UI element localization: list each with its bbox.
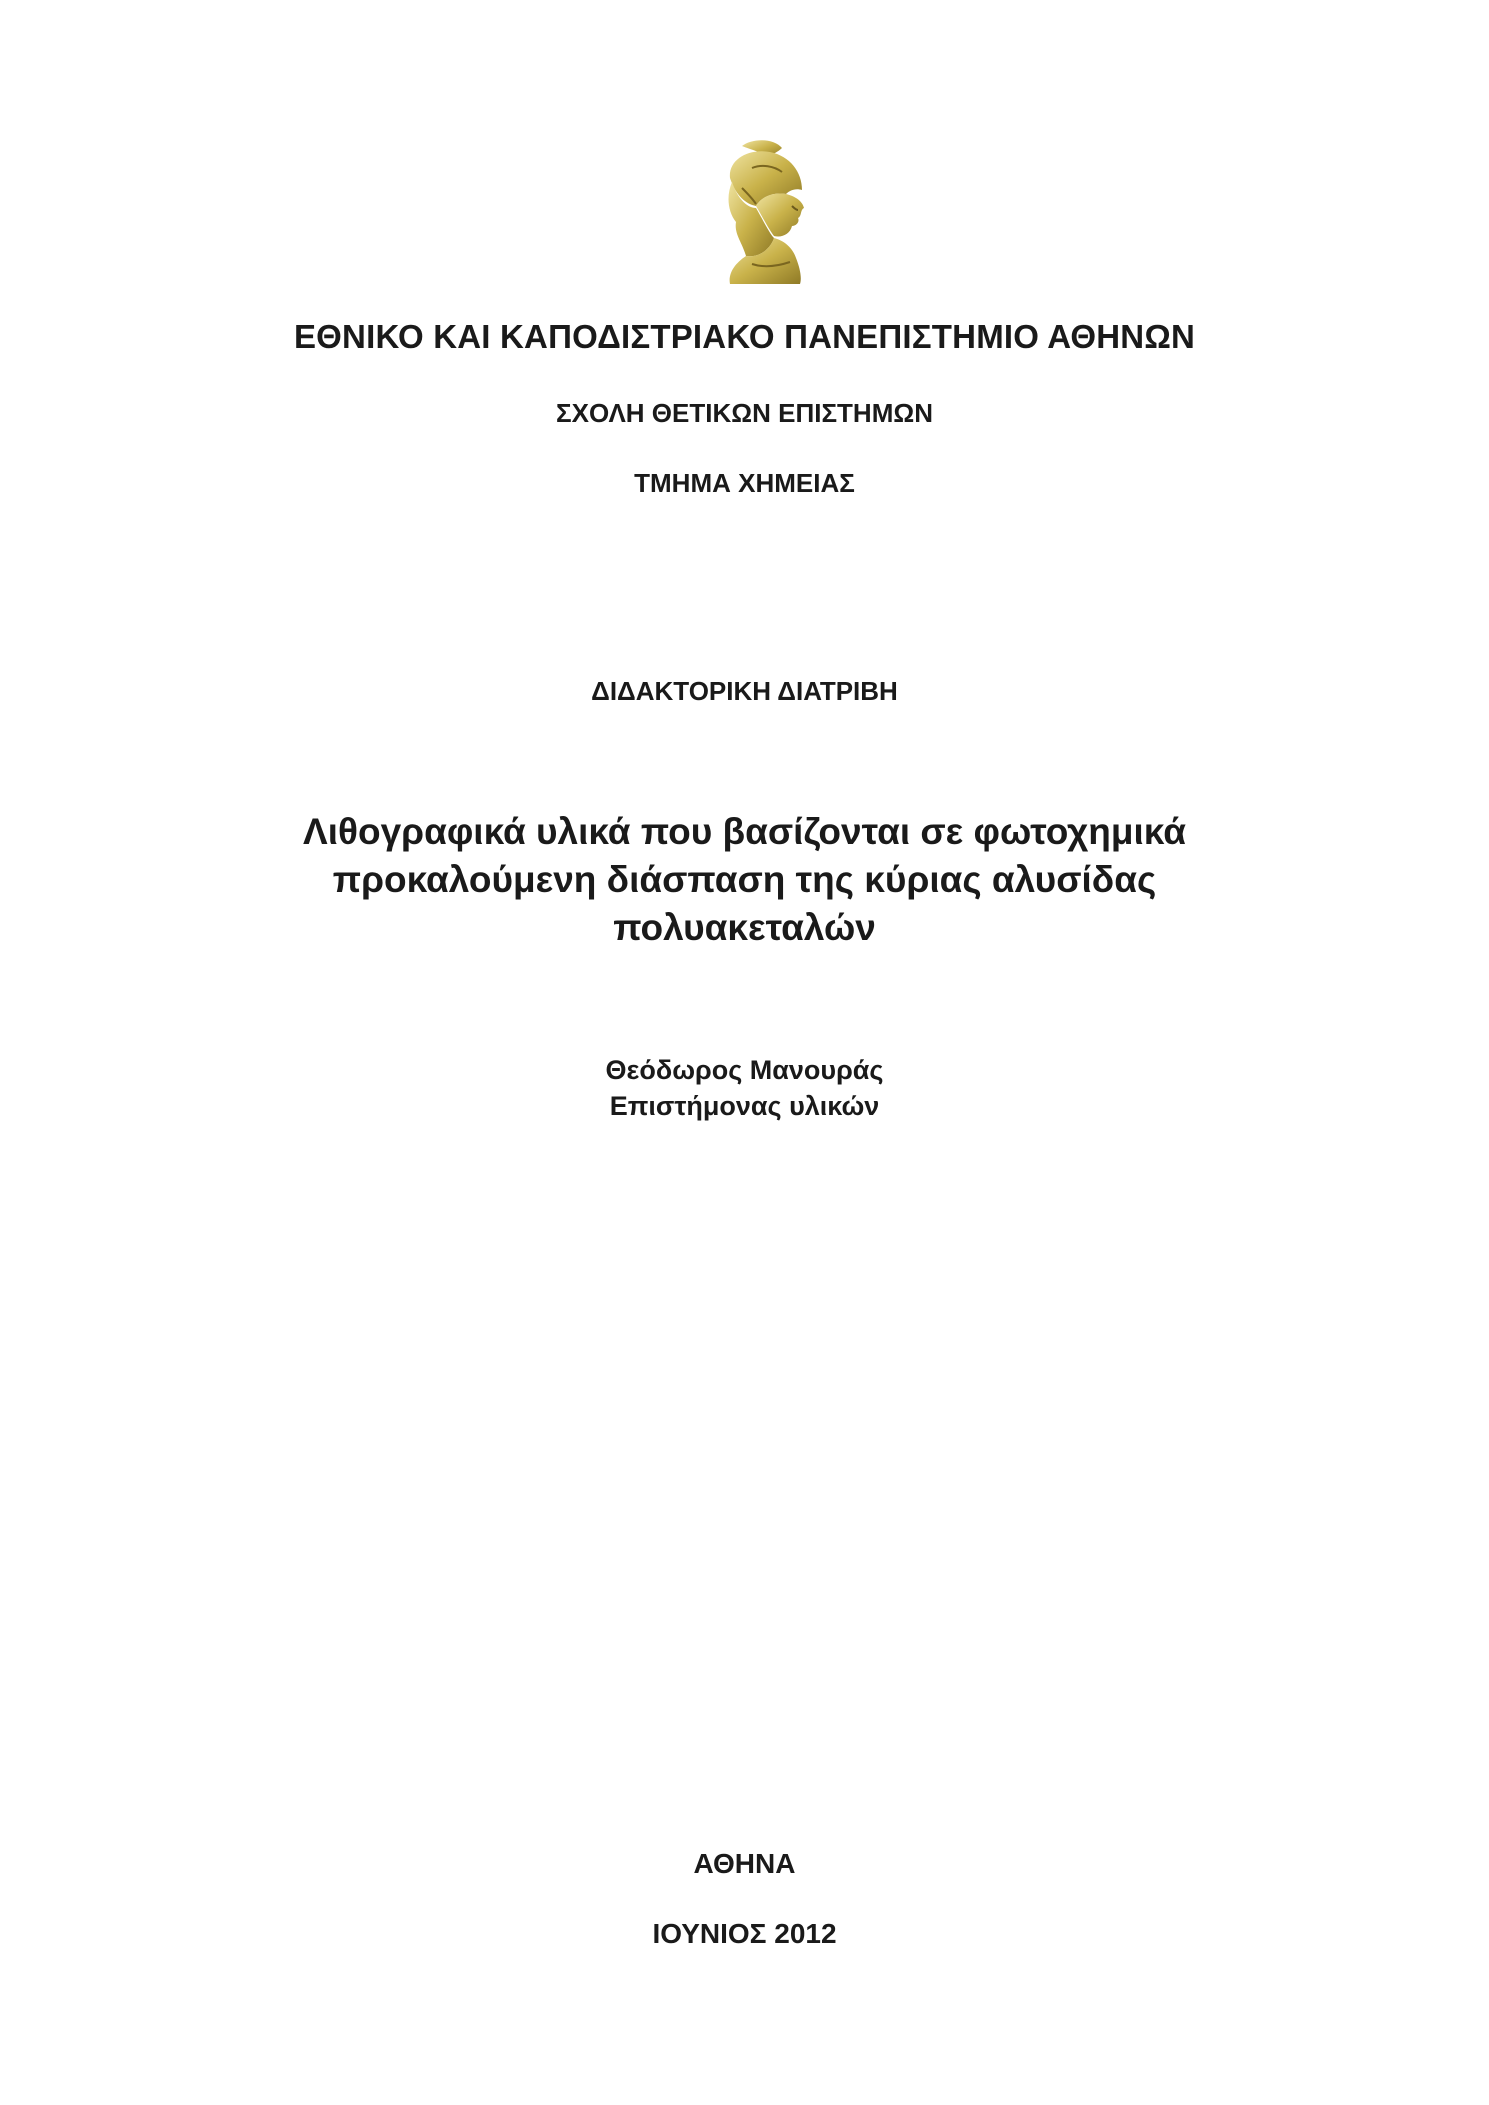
author-block [0, 1052, 1489, 1124]
university-name: ΕΘΝΙΚΟ ΚΑΙ ΚΑΠΟΔΙΣΤΡΙΑΚΟ ΠΑΝΕΠΙΣΤΗΜΙΟ ΑΘΗΝΩΝ [293, 318, 1196, 355]
athena-head-emblem-icon [712, 138, 822, 288]
thesis-title [0, 808, 1489, 952]
city: ΑΘΗΝΑ [693, 1848, 796, 1879]
author-name: Θεόδωρος Μανουράς [605, 1055, 884, 1085]
author-role: Επιστήμονας υλικών [609, 1091, 880, 1121]
publication-date: ΙΟΥΝΙΟΣ 2012 [652, 1918, 837, 1949]
thesis-title-line: προκαλούμενη διάσπαση της κύριας αλυσίδας [332, 859, 1157, 900]
school-name: ΣΧΟΛΗ ΘΕΤΙΚΩΝ ΕΠΙΣΤΗΜΩΝ [556, 398, 933, 428]
document-type: ΔΙΔΑΚΤΟΡΙΚΗ ΔΙΑΤΡΙΒΗ [591, 676, 898, 706]
thesis-title-line: πολυακεταλών [613, 907, 876, 948]
department-name: ΤΜΗΜΑ ΧΗΜΕΙΑΣ [634, 468, 855, 498]
thesis-title-line: Λιθογραφικά υλικά που βασίζονται σε φωτοχημικά [303, 811, 1186, 852]
